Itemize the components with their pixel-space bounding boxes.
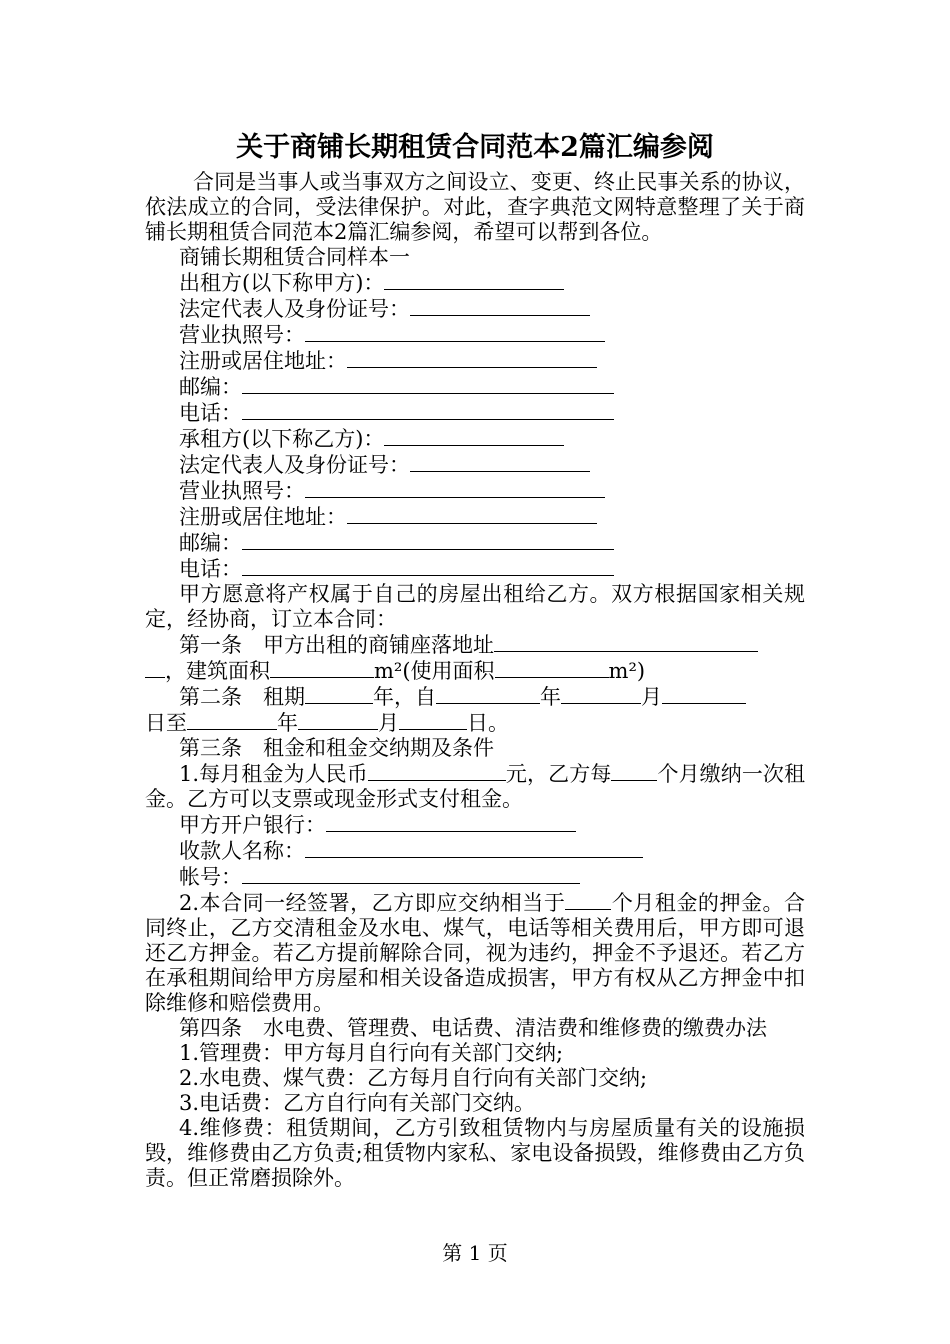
article-3-rent-blank [368, 761, 506, 781]
lessee-phone-line [145, 556, 805, 582]
lessee-phone-label: 电话： [179, 557, 242, 581]
article-2-year-label: 年 [540, 685, 561, 709]
article-1-usable-label: m²(使用面积 [374, 659, 495, 683]
lessor-license-line [145, 322, 805, 348]
article-1-line-1 [145, 632, 805, 658]
lessee-name-line [145, 426, 805, 452]
article-2-end-month-label: 月 [378, 711, 399, 735]
article-3-period-blank [611, 761, 657, 781]
article-3-period-label: 元，乙方每 [505, 762, 612, 786]
article-2-month-label: 月 [641, 685, 662, 709]
article-2-end-day-label: 日。 [467, 711, 509, 735]
article-4-item-4: 4.维修费：租赁期间，乙方引致租赁物内与房屋质量有关的设施损毁，维修费由乙方负责;租赁物内家私、家电设备损毁，维修费由乙方负责。但正常磨损除外。 [145, 1116, 805, 1190]
lessee-postcode-label: 邮编： [179, 531, 242, 555]
lessor-postcode-line [145, 374, 805, 400]
bank-label: 甲方开户银行： [179, 813, 326, 837]
account-label: 帐号： [179, 865, 242, 889]
article-2-years-blank [305, 684, 373, 704]
article-2-line-2 [145, 710, 805, 736]
lessee-address-blank [347, 504, 597, 524]
lessee-license-line [145, 478, 805, 504]
article-1-unit: m²) [608, 659, 646, 683]
lessee-postcode-blank [242, 530, 614, 550]
lessor-rep-label: 法定代表人及身份证号： [179, 297, 410, 321]
document-content [145, 128, 805, 1191]
article-1-area-blank [270, 658, 374, 678]
lessee-address-label: 注册或居住地址： [179, 505, 347, 529]
article-2-end-month-blank [298, 710, 378, 730]
article-3-clause-1 [145, 761, 805, 812]
lessor-postcode-blank [242, 374, 614, 394]
lessor-name-line [145, 270, 805, 296]
lessee-license-label: 营业执照号： [179, 479, 305, 503]
document-title: 关于商铺长期租赁合同范本2篇汇编参阅 [236, 132, 714, 163]
article-2-term-label: 第二条 租期 [179, 685, 305, 709]
article-3-heading: 第三条 租金和租金交纳期及条件 [179, 736, 494, 760]
article-4-heading: 第四条 水电费、管理费、电话费、清洁费和维修费的缴费办法 [179, 1016, 767, 1040]
lessor-rep-line [145, 296, 805, 322]
lessor-name-blank [384, 270, 564, 290]
article-2-line-1 [145, 684, 805, 710]
lessor-address-label: 注册或居住地址： [179, 349, 347, 373]
article-4-item-3: 3.电话费：乙方自行向有关部门交纳。 [179, 1091, 536, 1115]
article-1-address-label: 第一条 甲方出租的商铺座落地址 [179, 633, 494, 657]
lessor-address-line [145, 348, 805, 374]
payee-blank [305, 838, 643, 858]
agreement-paragraph: 甲方愿意将产权属于自己的房屋出租给乙方。双方根据国家相关规定，经协商，订立本合同： [145, 582, 805, 631]
article-2-start-month-blank [561, 684, 641, 704]
article-3-clause-2 [145, 890, 805, 1016]
bank-blank [326, 812, 576, 832]
article-3-deposit-label: 2.本合同一经签署，乙方即应交纳相当于 [179, 891, 566, 915]
document-body [145, 170, 805, 1191]
article-1-line-2 [145, 658, 805, 684]
intro-paragraph: 合同是当事人或当事双方之间设立、变更、终止民事关系的协议，依法成立的合同，受法律保护。对此，查字典范文网特意整理了关于商铺长期租赁合同范本2篇汇编参阅，希望可以帮到各位。 [145, 170, 805, 244]
lessee-rep-line [145, 452, 805, 478]
sample-heading: 商铺长期租赁合同样本一 [179, 245, 410, 269]
article-4-item-1: 1.管理费：甲方每月自行向有关部门交纳; [179, 1041, 564, 1065]
article-1-usable-blank [495, 658, 609, 678]
lessor-license-label: 营业执照号： [179, 323, 305, 347]
article-3-payment-text: 个月缴纳一次租金。乙方可以支票或现金形式支付租金。 [145, 762, 806, 811]
lessee-address-line [145, 504, 805, 530]
lessee-rep-label: 法定代表人及身份证号： [179, 453, 410, 477]
article-1-address-blank-cont [145, 658, 165, 678]
lessee-postcode-line [145, 530, 805, 556]
lessee-rep-blank [410, 452, 590, 472]
article-1-address-blank [494, 632, 758, 652]
article-1-area-label: ，建筑面积 [165, 659, 270, 683]
payee-line [145, 838, 805, 864]
page-number: 第 1 页 [442, 1241, 508, 1265]
article-4-item-2: 2.水电费、煤气费：乙方每月自行向有关部门交纳; [179, 1066, 648, 1090]
lessor-rep-blank [410, 296, 590, 316]
article-2-end-day-blank [399, 710, 467, 730]
lessee-name-blank [384, 426, 564, 446]
lessor-phone-line [145, 400, 805, 426]
lessee-name-label: 承租方(以下称乙方)： [179, 427, 385, 451]
bank-line [145, 812, 805, 838]
article-3-rent-label: 1.每月租金为人民币 [179, 762, 368, 786]
account-blank [242, 864, 580, 884]
article-3-deposit-text: 个月租金的押金。合同终止，乙方交清租金及水电、煤气，电话等相关费用后，甲方即可退还乙方押金。若乙方提前解除合同，视为违约，押金不予退还。若乙方在承租期间给甲方房屋和相关设备造成损害，甲方有权从乙方押金中扣除维修和赔偿费用。 [145, 891, 805, 1015]
lessor-address-blank [347, 348, 597, 368]
lessor-name-label: 出租方(以下称甲方)： [179, 271, 385, 295]
article-2-end-year-blank [187, 710, 277, 730]
payee-label: 收款人名称： [179, 839, 305, 863]
article-2-end-year-label: 年 [277, 711, 298, 735]
account-line [145, 864, 805, 890]
lessor-license-blank [305, 322, 605, 342]
lessee-license-blank [305, 478, 605, 498]
lessor-postcode-label: 邮编： [179, 375, 242, 399]
lessee-phone-blank [242, 556, 614, 576]
article-2-start-year-blank [436, 684, 540, 704]
article-2-to-label: 日至 [145, 711, 187, 735]
article-3-deposit-blank [565, 890, 611, 910]
lessor-phone-label: 电话： [179, 401, 242, 425]
article-2-start-day-blank [662, 684, 746, 704]
article-2-from-label: 年，自 [373, 685, 436, 709]
lessor-phone-blank [242, 400, 614, 420]
